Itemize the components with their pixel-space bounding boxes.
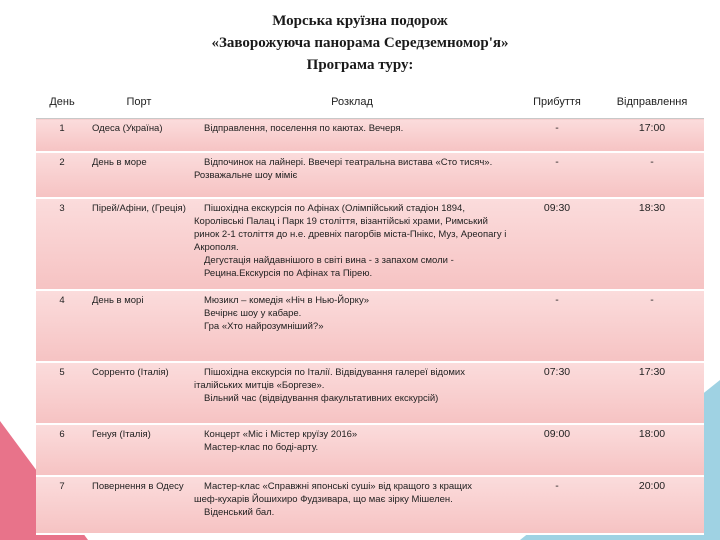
cell-departure: 18:30 <box>600 198 704 290</box>
cell-departure: 18:00 <box>600 424 704 476</box>
schedule-line: Вечірнє шоу у кабаре. <box>204 307 302 319</box>
table-row <box>36 476 704 534</box>
tour-program-table <box>36 86 704 535</box>
title-line-3: Програма туру: <box>306 57 414 73</box>
table-row <box>36 424 704 476</box>
cell-port: Пірей/Афіни, (Греція) <box>88 198 190 290</box>
cell-schedule <box>190 424 514 476</box>
cell-port: Одеса (Україна) <box>88 119 190 152</box>
schedule-line: Відпочинок на лайнері. Ввечері театральна вистава «Сто тисяч». <box>204 156 493 168</box>
header-day: День <box>36 86 88 119</box>
title-line-2: «Заворожуюча панорама Середземномор'я» <box>211 35 509 51</box>
schedule-line: Відправлення, поселення по каютах. Вечеря. <box>204 123 404 134</box>
cell-day: 3 <box>36 198 88 290</box>
table-row <box>36 152 704 198</box>
schedule-line: Мюзикл – комедія «Ніч в Нью-Йорку» <box>204 294 370 306</box>
cell-port: День в море <box>88 152 190 198</box>
schedule-line: Гра «Хто найрозумніший?» <box>204 320 324 332</box>
cell-day: 6 <box>36 424 88 476</box>
table-row <box>36 290 704 362</box>
cell-day: 4 <box>36 290 88 362</box>
schedule-line: Мастер-клас «Справжні японські суші» від кращого з кращих <box>204 480 473 492</box>
cell-port: Повернення в Одесу <box>88 476 190 534</box>
schedule-line: Пішохідна екскурсія по Афінах (Олімпійський стадіон 1894, <box>204 202 465 214</box>
cell-arrival: - <box>514 290 600 362</box>
cell-departure: 17:00 <box>600 119 704 152</box>
page-title <box>0 10 720 76</box>
cell-arrival: - <box>514 152 600 198</box>
cell-schedule <box>190 152 514 198</box>
cell-port: Генуя (Італія) <box>88 424 190 476</box>
table-row <box>36 119 704 152</box>
header-departure: Відправлення <box>600 86 704 119</box>
cell-schedule <box>190 198 514 290</box>
cell-schedule <box>190 476 514 534</box>
cell-schedule <box>190 119 514 152</box>
schedule-line: Мастер-клас по боді-арту. <box>204 441 319 453</box>
schedule-line: Концерт «Міс і Містер круїзу 2016» <box>204 428 358 440</box>
cell-departure: - <box>600 290 704 362</box>
schedule-line: Королівські Палац і Парк 19 століття, візантійські храми, Римський ринок 2-1 століття до н.е. древніх пагорбів міста-Пнікс, Муз, Ареопагу і Акрополя. <box>194 215 507 253</box>
cell-arrival: 09:00 <box>514 424 600 476</box>
table-header-row <box>36 86 704 119</box>
header-port: Порт <box>88 86 190 119</box>
header-schedule: Розклад <box>190 86 514 119</box>
schedule-line: Розважальне шоу міміє <box>194 169 298 181</box>
cell-departure: 17:30 <box>600 362 704 424</box>
cell-arrival: 09:30 <box>514 198 600 290</box>
cell-departure: - <box>600 152 704 198</box>
schedule-line: італійських митців «Боргезе». <box>194 379 325 391</box>
cell-departure: 20:00 <box>600 476 704 534</box>
cell-day: 2 <box>36 152 88 198</box>
cell-day: 5 <box>36 362 88 424</box>
cell-schedule <box>190 362 514 424</box>
schedule-line: Вільний час (відвідування факультативних екскурсій) <box>204 392 439 404</box>
cell-port: День в морі <box>88 290 190 362</box>
cell-day: 7 <box>36 476 88 534</box>
title-line-1: Морська круїзна подорож <box>272 13 448 29</box>
table-row <box>36 362 704 424</box>
cell-arrival: - <box>514 119 600 152</box>
schedule-line: Віденський бал. <box>204 506 275 518</box>
cell-day: 1 <box>36 119 88 152</box>
schedule-line: Дегустація найдавнішого в світі вина - з запахом смоли - Рецина.Екскурсія по Афінах та Пірею. <box>204 254 454 279</box>
table-row <box>36 198 704 290</box>
cell-port: Сорренто (Італія) <box>88 362 190 424</box>
schedule-line: шеф-кухарів Йошихиро Фудзивара, що має зірку Мішелен. <box>194 493 453 505</box>
header-arrival: Прибуття <box>514 86 600 119</box>
schedule-line: Пішохідна екскурсія по Італії. Відвідування галереї відомих <box>204 366 465 378</box>
cell-schedule <box>190 290 514 362</box>
cell-arrival: 07:30 <box>514 362 600 424</box>
cell-arrival: - <box>514 476 600 534</box>
